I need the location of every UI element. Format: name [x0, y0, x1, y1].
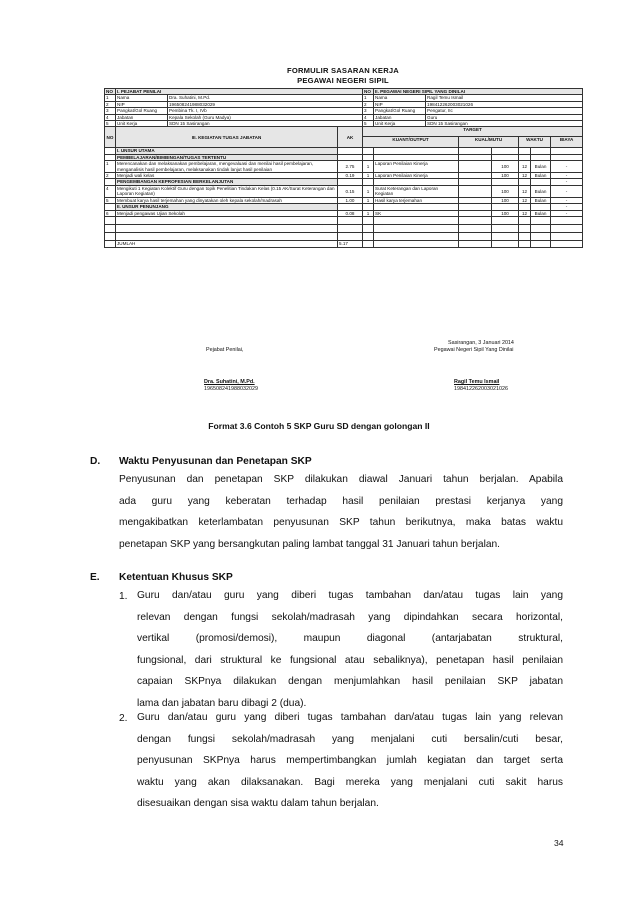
identity-no: 5 [105, 121, 116, 127]
paragraph-line: waktu yang akan dilaksanakan. Bagi mereka yang menjalani cuti sakit harus [137, 776, 563, 788]
header-kegiatan-no: NO [105, 127, 116, 148]
section-label: I. UNSUR UTAMA [116, 148, 338, 154]
activity-time: 12 [519, 210, 531, 216]
identity-value: Kepala Sekolah (Guru Madya) [168, 114, 363, 120]
identity-label-2: Nama [374, 95, 426, 101]
activity-ak: 0.19 [338, 173, 363, 179]
header-kuant-output: KUANT/OUTPUT [363, 137, 459, 148]
identity-label: Unit Kerja [116, 121, 168, 127]
paragraph-line: ada guru yang keberatan terhadap hasil penilaian prestasi kerjanya yang [119, 495, 563, 507]
paragraph-line: mengakibatkan keterlambatan penyusunan SKP tahun berikutnya, maka batas waktu [119, 517, 563, 529]
activity-ak: 0.08 [338, 210, 363, 216]
section-e-item-1-number: 1. [119, 591, 128, 602]
jumlah-label: JUMLAH [116, 240, 338, 247]
page-number: 34 [554, 838, 564, 848]
activity-no: 1 [105, 161, 116, 173]
paragraph-line: Guru dan/atau guru yang diberi tugas tambahan dan/atau tugas lain yang relevan [137, 712, 563, 723]
identity-value: Dra. Suhatini, M.Pd. [168, 95, 363, 101]
activity-quantity: 1 [363, 161, 374, 173]
section-biaya: - [551, 179, 583, 185]
signature-right-nip: 198412262003021026 [454, 386, 508, 392]
header-pns-dinilai: II. PEGAWAI NEGERI SIPIL YANG DINILAI [374, 89, 583, 95]
identity-value-2: Ragil Temu Ismail [426, 95, 583, 101]
identity-value: SDN 15 Sasirangan [168, 121, 363, 127]
section-d-title: Waktu Penyusunan dan Penetapan SKP [119, 456, 312, 467]
paragraph-line: lama dan jabatan baru dibagi 2 (dua). [137, 697, 307, 709]
activity-quality: 100 [492, 173, 519, 179]
activity-quality: 100 [492, 185, 519, 197]
activity-time-unit: Bulan [531, 197, 551, 203]
identity-value-2: Pengatur, IIc [426, 108, 583, 114]
signature-left-name: Dra. Suhatini, M.Pd. [204, 379, 255, 385]
identity-value: Pembina Tk. I, IVb [168, 108, 363, 114]
paragraph-line: penyusunan SKPnya harus mempertimbangkan jumlah kegiatan dan target serta [137, 755, 563, 767]
identity-label: Pangkat/Gol Ruang [116, 108, 168, 114]
activity-description: Merencanakan dan melaksanakan pembelajaran, mengevaluasi dan menilai hasil pembelajaran, menganalisis hasil pembelajaran, melaksanakan tindak lanjut hasil penilaian [116, 161, 338, 173]
activity-time-unit: Bulan [531, 185, 551, 197]
activity-quantity: 1 [363, 185, 374, 197]
section-biaya: - [551, 204, 583, 210]
signature-place-date: Sasirangan, 3 Januari 2014 [448, 340, 514, 346]
section-e-letter: E. [90, 572, 100, 583]
paragraph-line: Penyusunan dan penetapan SKP dilakukan diawal Januari tahun berjalan. Apabila [119, 474, 563, 485]
identity-label: Nama [116, 95, 168, 101]
activity-cost: - [551, 173, 583, 179]
activity-time: 12 [519, 197, 531, 203]
section-label: PEMBELAJARAN/BIMBINGAN/TUGAS TERTENTU [116, 154, 338, 160]
figure-caption: Format 3.6 Contoh 5 SKP Guru SD dengan golongan II [208, 421, 430, 431]
identity-label: Jabatan [116, 114, 168, 120]
activity-time-unit: Bulan [531, 210, 551, 216]
section-e-item-2-number: 2. [119, 713, 128, 724]
identity-no: 1 [105, 95, 116, 101]
activity-time: 12 [519, 173, 531, 179]
paragraph-line: relevan dengan fungsi sekolah/madrasah yang dipindahkan secara horizontal, [137, 611, 563, 623]
jumlah-value: 5.17 [338, 240, 363, 247]
identity-no: 4 [105, 114, 116, 120]
signature-left-block [204, 379, 258, 393]
identity-no-2: 4 [363, 114, 374, 120]
activity-row [105, 185, 583, 197]
activity-description: Membuat karya hasil terjemahan yang dinyatakan oleh kepala sekolah/madrasah [116, 197, 338, 203]
signature-left-role: Pejabat Penilai, [206, 347, 244, 353]
section-label: PENGEMBANGAN KEPROFESIAN BERKELANJUTAN [116, 179, 338, 185]
activity-quantity: 1 [363, 210, 374, 216]
activity-cost: - [551, 210, 583, 216]
activity-row [105, 161, 583, 173]
activity-quality: 100 [492, 210, 519, 216]
activity-no: 2 [105, 173, 116, 179]
activity-quality: 100 [492, 161, 519, 173]
paragraph-line: penetapan SKP yang bersangkutan paling lambat tanggal 31 Januari tahun berjalan. [119, 538, 500, 550]
header-target: TARGET [363, 127, 583, 137]
header-no-2: NO [363, 89, 374, 95]
header-no: NO [105, 89, 116, 95]
identity-no: 2 [105, 101, 116, 107]
activity-cost: - [551, 185, 583, 197]
section-e-item-2-text [137, 707, 563, 815]
activity-output: Hasil karya terjemahan [374, 197, 459, 203]
form-title-1: FORMULIR SASARAN KERJA [287, 66, 399, 75]
paragraph-line: Guru dan/atau guru yang diberi tugas tambahan dan/atau tugas lain yang [137, 590, 563, 601]
paragraph-line: vertikal (promosi/demosi), maupun diagonal (antarjabatan struktural, [137, 633, 563, 645]
activity-description: Mengikuti 1 Kegiatan Kolektif Guru dengan topik Penelitian Tindakan Kelas (0.15 AK/Surat Keterangan dan Laporan Kegiatan) [116, 185, 338, 197]
activity-quality: 100 [492, 197, 519, 203]
identity-no-2: 3 [363, 108, 374, 114]
paragraph-line: capaian SKPnya dilakukan dengan menjumlahkan hasil penilaian SKP jabatan [137, 676, 563, 688]
activity-time: 12 [519, 161, 531, 173]
activity-description: Menjadi wali kelas [116, 173, 338, 179]
activity-time: 12 [519, 185, 531, 197]
signature-right-role: Pegawai Negeri Sipil Yang Dinilai [434, 347, 514, 353]
section-e-item-1-text [137, 585, 563, 715]
skp-form [104, 66, 582, 248]
section-d-letter: D. [90, 456, 101, 467]
activity-cost: - [551, 161, 583, 173]
activity-cost: - [551, 197, 583, 203]
identity-value-2: Guru [426, 114, 583, 120]
identity-label-2: Jabatan [374, 114, 426, 120]
activity-time-unit: Bulan [531, 161, 551, 173]
identity-label-2: Unit Kerja [374, 121, 426, 127]
identity-label: NIP [116, 101, 168, 107]
header-kual-mutu: KUAL/MUTU [459, 137, 519, 148]
identity-value-2: SDN 15 Sasirangan [426, 121, 583, 127]
signature-right-name: Ragil Temu Ismail [454, 379, 500, 385]
activity-quantity: 1 [363, 197, 374, 203]
form-title-2: PEGAWAI NEGERI SIPIL [297, 76, 389, 85]
section-e-title: Ketentuan Khusus SKP [119, 572, 233, 583]
activity-time-unit: Bulan [531, 173, 551, 179]
identity-no-2: 1 [363, 95, 374, 101]
identity-label-2: NIP [374, 101, 426, 107]
activity-ak: 2.75 [338, 161, 363, 173]
activity-ak: 1.00 [338, 197, 363, 203]
identity-no: 3 [105, 108, 116, 114]
header-kegiatan: III. KEGIATAN TUGAS JABATAN [116, 127, 338, 148]
activity-output: Laporan Penilaian Kinerja [374, 161, 459, 173]
activity-output: Surat Keterangan dan Laporan Kegiatan [374, 185, 459, 197]
header-ak: AK [338, 127, 363, 148]
activity-ak: 0.15 [338, 185, 363, 197]
identity-no-2: 2 [363, 101, 374, 107]
paragraph-line: dengan fungsi sekolah/madrasah yang menjalani cuti bersalin/cuti besar, [137, 733, 563, 745]
paragraph-line: fungsional, dari struktural ke fungsional atau sebaliknya), penetapan hasil penilaian [137, 654, 563, 666]
skp-table [104, 88, 583, 248]
section-d-paragraph [119, 469, 563, 555]
identity-value-2: 198412262003021026 [426, 101, 583, 107]
signature-right-block [454, 379, 508, 393]
activity-no: 5 [105, 197, 116, 203]
signature-left-nip: 196508241988032029 [204, 386, 258, 392]
activity-output: Laporan Penilaian Kinerja [374, 173, 459, 179]
activity-no: 4 [105, 185, 116, 197]
identity-value: 196508241988032029 [168, 101, 363, 107]
identity-no-2: 5 [363, 121, 374, 127]
activity-output: SK [374, 210, 459, 216]
paragraph-line: disesuaikan dengan sisa waktu dalam tahun berjalan. [137, 798, 379, 810]
section-label: II. UNSUR PENUNJANG [116, 204, 338, 210]
header-pejabat-penilai: I. PEJABAT PENILAI [116, 89, 363, 95]
activity-quantity: 1 [363, 173, 374, 179]
header-biaya: BIAYA [551, 137, 583, 148]
identity-label-2: Pangkat/Gol Ruang [374, 108, 426, 114]
activity-description: Menjadi pengawas Ujian Sekolah [116, 210, 338, 216]
header-waktu: WAKTU [519, 137, 551, 148]
activity-no: 6 [105, 210, 116, 216]
